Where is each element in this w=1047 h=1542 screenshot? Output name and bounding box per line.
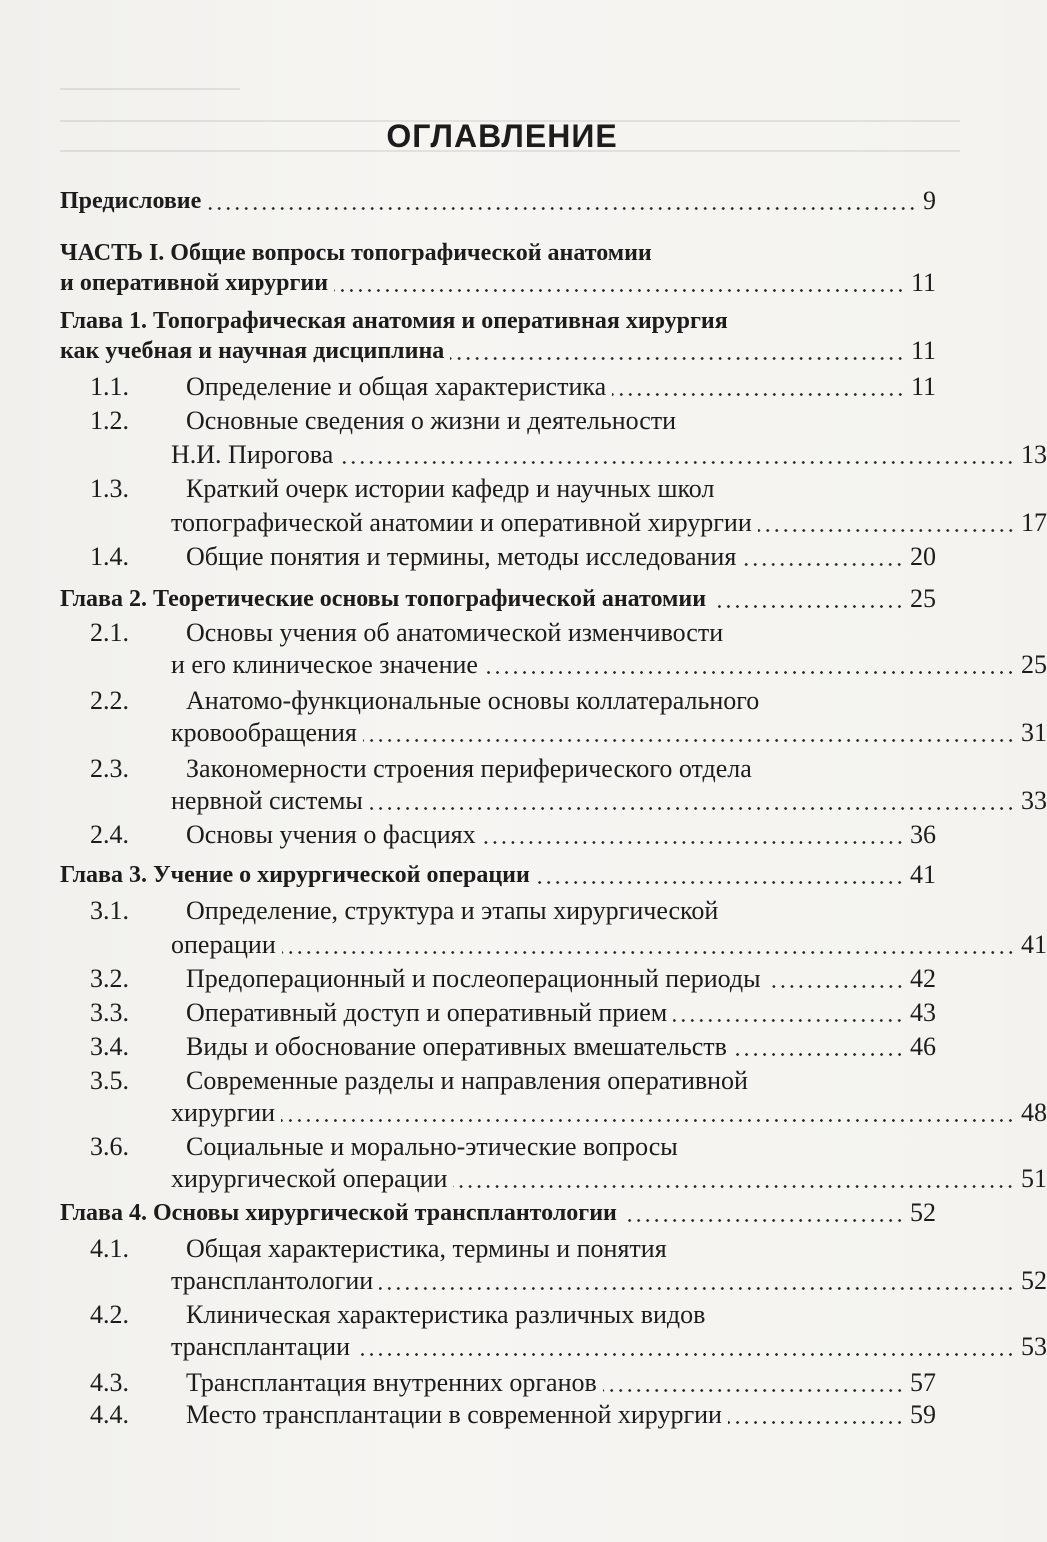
entry-title: хирургии (171, 1098, 276, 1127)
entry-title: Предоперационный и послеоперационный периоды (186, 964, 761, 993)
entry-title: Глава 1. Топографическая анатомия и оперативная хирургия (60, 308, 728, 334)
entry-title: Глава 2. Теоретические основы топографической анатомии (60, 586, 707, 612)
toc-section-entry (60, 1330, 1047, 1364)
entry-title: Виды и обоснование оперативных вмешательств (186, 1032, 727, 1061)
entry-title: и его клиническое значение (171, 650, 478, 679)
entry-title: Предисловие (60, 188, 202, 214)
page-number: 57 (910, 1368, 936, 1397)
dot-leader (482, 841, 904, 844)
entry-title: Социальные и морально-этические вопросы (186, 1132, 678, 1161)
toc-section-entry (60, 928, 1047, 962)
entry-title: трансплантологии (171, 1266, 374, 1295)
entry-title: Определение и общая характеристика (186, 372, 607, 401)
entry-title: Оперативный доступ и оперативный прием (186, 998, 668, 1027)
page-number: 41 (910, 860, 936, 889)
page-number: 33 (1021, 786, 1047, 815)
dot-leader (339, 461, 1015, 464)
page-number: 11 (910, 372, 936, 401)
page-number: 43 (910, 998, 936, 1027)
toc-chapter-entry (60, 858, 936, 892)
entry-title: Основные сведения о жизни и деятельности (186, 406, 677, 435)
page-number: 48 (1021, 1098, 1047, 1127)
dot-leader (712, 605, 904, 608)
toc-section-entry (60, 716, 1047, 750)
dot-leader (363, 739, 1015, 742)
section-number: 3.6. (90, 1132, 129, 1161)
section-number: 3.4. (90, 1032, 129, 1061)
page-number: 51 (1021, 1164, 1047, 1193)
section-number: 1.1. (90, 372, 129, 401)
entry-title: Определение, структура и этапы хирургической (186, 896, 719, 925)
dot-leader (453, 1185, 1015, 1188)
entry-title: Закономерности строения периферического отдела (186, 754, 752, 783)
entry-title: Место трансплантации в современной хирургии (186, 1400, 722, 1429)
toc-section-entry (60, 1130, 936, 1164)
entry-title: Основы учения об анатомической изменчивости (186, 618, 724, 647)
page-number: 31 (1021, 718, 1047, 747)
entry-title: Краткий очерк истории кафедр и научных школ (186, 474, 715, 503)
toc-section-entry (60, 1162, 1047, 1196)
dot-leader (334, 289, 905, 292)
toc-section-entry (60, 962, 936, 996)
toc-section-entry (60, 616, 936, 650)
toc-section-entry (60, 438, 1047, 472)
dot-leader (758, 529, 1015, 532)
entry-title: Глава 3. Учение о хирургической операции (60, 862, 530, 888)
page-number: 20 (910, 542, 936, 571)
toc-section-entry (60, 404, 936, 438)
section-number: 4.1. (90, 1234, 129, 1263)
section-number: 1.3. (90, 474, 129, 503)
dot-leader (281, 1119, 1015, 1122)
entry-title: Н.И. Пирогова (171, 440, 334, 469)
toc-section-entry (60, 894, 936, 928)
section-number: 3.3. (90, 998, 129, 1027)
entry-title: Общая характеристика, термины и понятия (186, 1234, 667, 1263)
dot-leader (612, 393, 905, 396)
page-number: 59 (910, 1400, 936, 1429)
dot-leader (728, 1421, 904, 1424)
page-number: 25 (1021, 650, 1047, 679)
dot-leader (536, 881, 904, 884)
entry-title: операции (171, 930, 276, 959)
dot-leader (767, 985, 904, 988)
page-number: 41 (1021, 930, 1047, 959)
page-number: 46 (910, 1032, 936, 1061)
toc-section-entry (60, 1096, 1047, 1130)
toc-section-entry (60, 1030, 936, 1064)
section-number: 2.4. (90, 820, 129, 849)
toc-chapter-entry (60, 304, 936, 338)
toc-section-entry (60, 1366, 936, 1400)
toc-section-entry (60, 818, 936, 852)
toc-section-entry (60, 648, 1047, 682)
toc-section-entry (60, 1064, 936, 1098)
entry-title: как учебная и научная дисциплина (60, 338, 445, 364)
toc-section-entry (60, 1398, 936, 1432)
section-number: 2.2. (90, 686, 129, 715)
section-number: 4.4. (90, 1400, 129, 1429)
dot-leader (207, 207, 917, 210)
section-number: 1.4. (90, 542, 129, 571)
entry-title: нервной системы (171, 786, 363, 815)
dot-leader (603, 1389, 904, 1392)
dot-leader (673, 1019, 904, 1022)
entry-title: Современные разделы и направления оперативной (186, 1066, 748, 1095)
toc-section-entry (60, 370, 936, 404)
toc-chapter-entry (60, 184, 936, 218)
section-number: 3.2. (90, 964, 129, 993)
toc-section-entry (60, 1264, 1047, 1298)
page-number: 11 (910, 336, 936, 365)
page-number: 9 (923, 186, 936, 215)
entry-title: Анатомо-функциональные основы коллатерального (186, 686, 760, 715)
toc-section-entry (60, 1298, 936, 1332)
entry-title: Общие понятия и термины, методы исследования (186, 542, 737, 571)
section-number: 1.2. (90, 406, 129, 435)
toc-section-entry (60, 506, 1047, 540)
dot-leader (484, 671, 1015, 674)
entry-title: Основы учения о фасциях (186, 820, 476, 849)
toc-section-entry (60, 540, 936, 574)
dot-leader (450, 357, 905, 360)
page-number: 52 (1021, 1266, 1047, 1295)
entry-title: Трансплантация внутренних органов (186, 1368, 597, 1397)
page-number: 36 (910, 820, 936, 849)
page-number: 52 (910, 1198, 936, 1227)
toc-chapter-entry (60, 582, 936, 616)
toc-title: ОГЛАВЛЕНИЕ (386, 118, 618, 154)
dot-leader (379, 1287, 1015, 1290)
page-number: 13 (1021, 440, 1047, 469)
entry-title: топографической анатомии и оперативной хирургии (171, 508, 752, 537)
page-number: 17 (1021, 508, 1047, 537)
dot-leader (356, 1353, 1015, 1356)
toc-section-entry (60, 752, 936, 786)
toc-section-entry (60, 684, 936, 718)
entry-title: ЧАСТЬ I. Общие вопросы топографической анатомии (60, 240, 652, 266)
dot-leader (623, 1219, 904, 1222)
section-number: 2.1. (90, 618, 129, 647)
page-number: 25 (910, 584, 936, 613)
entry-title: кровообращения (171, 718, 357, 747)
section-number: 2.3. (90, 754, 129, 783)
entry-title: хирургической операции (171, 1164, 448, 1193)
entry-title: Клиническая характеристика различных видов (186, 1300, 706, 1329)
page-number: 11 (910, 268, 936, 297)
toc-chapter-entry (60, 236, 936, 270)
toc-chapter-entry (60, 334, 936, 368)
toc-chapter-entry (60, 266, 936, 300)
toc-section-entry (60, 1232, 936, 1266)
entry-title: трансплантации (171, 1332, 350, 1361)
page-number: 42 (910, 964, 936, 993)
dot-leader (282, 951, 1015, 954)
toc-section-entry (60, 784, 1047, 818)
section-number: 3.5. (90, 1066, 129, 1095)
page-number: 53 (1021, 1332, 1047, 1361)
section-number: 3.1. (90, 896, 129, 925)
toc-section-entry (60, 996, 936, 1030)
dot-leader (733, 1053, 904, 1056)
dot-leader (742, 563, 904, 566)
toc-chapter-entry (60, 1196, 936, 1230)
dot-leader (369, 807, 1015, 810)
entry-title: и оперативной хирургии (60, 270, 329, 296)
section-number: 4.3. (90, 1368, 129, 1397)
entry-title: Глава 4. Основы хирургической трансплантологии (60, 1200, 617, 1226)
section-number: 4.2. (90, 1300, 129, 1329)
toc-section-entry (60, 472, 936, 506)
